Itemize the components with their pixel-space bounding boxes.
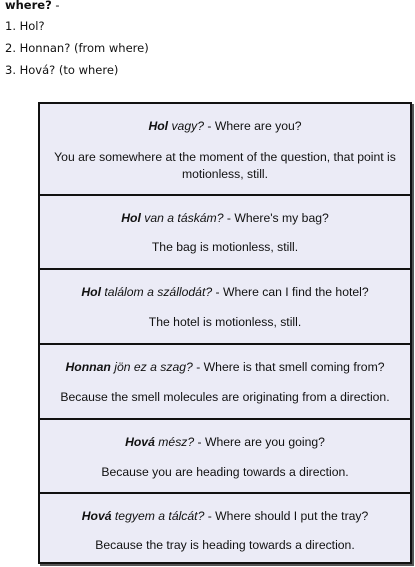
- question-word: Hová: [81, 509, 112, 523]
- row-explanation: Because the smell molecules are originating from a direction.: [60, 390, 390, 404]
- table-row: [40, 270, 410, 345]
- question-word: Hol: [121, 211, 141, 225]
- question-word: Honnan: [65, 360, 111, 374]
- english-translation: - Where should I put the tray?: [204, 509, 369, 523]
- row-question: [40, 118, 410, 134]
- hungarian-phrase: [82, 509, 205, 523]
- english-translation: - Where is that smell coming from?: [192, 360, 385, 374]
- hungarian-phrase: [81, 285, 212, 299]
- intro-heading-suffix: -: [51, 0, 60, 12]
- english-translation: - Where are you going?: [194, 435, 325, 449]
- hungarian-phrase: [125, 435, 194, 449]
- intro-heading-bold: where?: [5, 0, 52, 12]
- intro-item-hol: 1. Hol?: [5, 19, 45, 33]
- table-row: [40, 104, 410, 196]
- row-explanation: Because you are heading towards a direction.: [101, 465, 349, 479]
- hungarian-rest: találom a szállodát?: [101, 285, 213, 299]
- row-explanation: The bag is motionless, still.: [151, 240, 299, 254]
- table-row: [40, 345, 410, 420]
- row-explanation: The hotel is motionless, still.: [148, 315, 302, 329]
- hungarian-phrase: [148, 119, 204, 133]
- row-explanation: You are somewhere at the moment of the question, that point is motionless, still.: [54, 150, 396, 181]
- row-question: [40, 284, 410, 300]
- row-question: [40, 508, 410, 524]
- hungarian-rest: vagy?: [168, 119, 204, 133]
- hungarian-rest: mész?: [154, 435, 195, 449]
- hungarian-rest: jön ez a szag?: [110, 360, 193, 374]
- english-translation: - Where can I find the hotel?: [212, 285, 369, 299]
- table-row: [40, 420, 410, 494]
- table-row: [40, 196, 410, 270]
- table-row: [40, 494, 410, 562]
- row-question: [40, 359, 410, 375]
- hungarian-rest: van a táskám?: [140, 211, 224, 225]
- english-translation: - Where are you?: [204, 119, 302, 133]
- intro-item-hova: 3. Hová? (to where): [5, 63, 119, 77]
- intro-heading: [5, 0, 149, 15]
- row-question: [40, 434, 410, 450]
- intro-item-honnan: 2. Honnan? (from where): [5, 41, 149, 55]
- question-word: Hová: [125, 435, 155, 449]
- examples-table: [38, 102, 412, 564]
- english-translation: - Where's my bag?: [223, 211, 329, 225]
- hungarian-rest: tegyem a tálcát?: [111, 509, 205, 523]
- question-word: Hol: [81, 285, 102, 299]
- row-question: [40, 210, 410, 226]
- hungarian-phrase: [65, 360, 192, 374]
- question-word: Hol: [148, 119, 169, 133]
- row-explanation: Because the tray is heading towards a direction.: [95, 538, 355, 552]
- hungarian-phrase: [121, 211, 223, 225]
- intro-section: [5, 0, 149, 81]
